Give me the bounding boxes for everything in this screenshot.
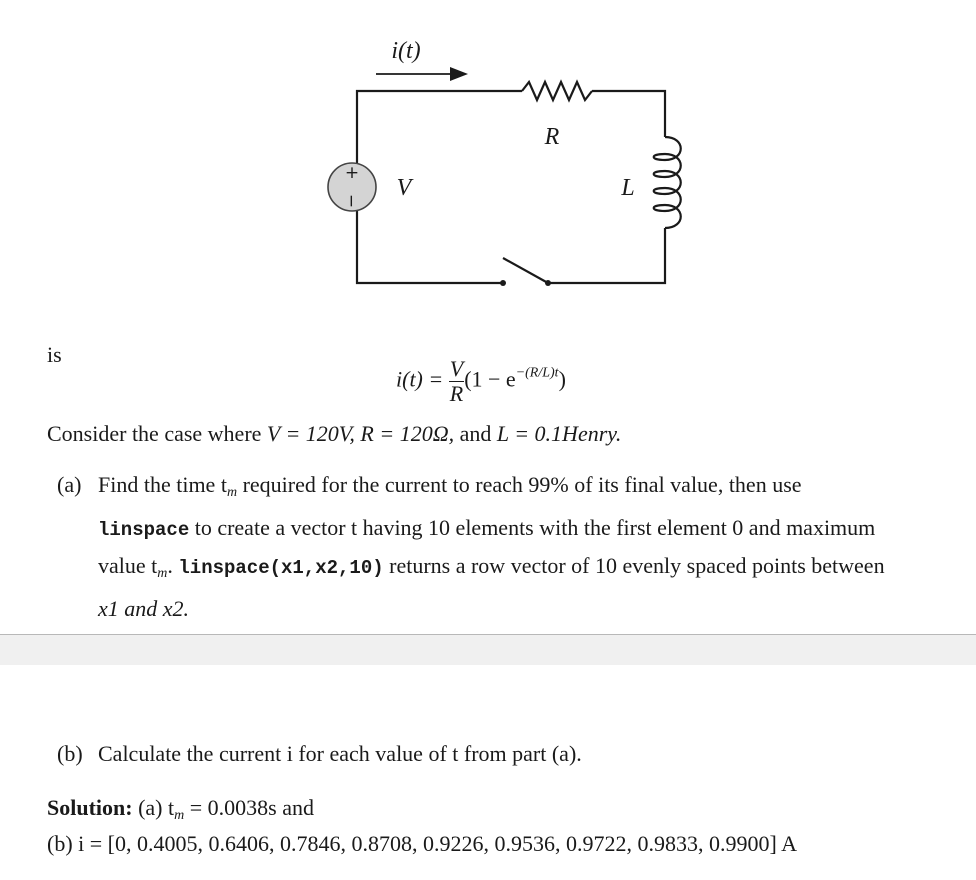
- part-a-line-1-rest: required for the current to reach 99% of its final value, then use: [237, 472, 802, 497]
- formula-exponent: −(R/L)t: [515, 365, 559, 381]
- solution-a-start: (a) t: [138, 795, 175, 820]
- left-wire-bottom: [357, 211, 503, 283]
- plus-sign: +: [344, 163, 360, 183]
- solution-line-b: (b) i = [0, 0.4005, 0.6406, 0.7846, 0.8708, 0.9226, 0.9536, 0.9722, 0.9833, 0.9900] A: [47, 831, 797, 856]
- current-formula: [396, 358, 566, 405]
- part-a-line-1: [98, 467, 970, 510]
- solution-label: Solution:: [47, 795, 133, 820]
- circuit-diagram: [0, 0, 976, 330]
- inductor-symbol: [654, 137, 681, 228]
- linspace-code: linspace: [98, 519, 190, 541]
- formula-numerator: V: [449, 356, 464, 381]
- intro-word: is: [47, 342, 62, 367]
- resistor-label: R: [544, 124, 560, 150]
- inductor-label: L: [621, 175, 635, 201]
- switch-contact-left: [500, 280, 506, 286]
- formula-fraction: [449, 358, 464, 405]
- source-label: V: [396, 175, 412, 201]
- part-a-line-3-start: value t: [98, 553, 158, 578]
- part-b-marker: (b): [57, 741, 83, 766]
- part-a-line-3: [98, 548, 970, 591]
- current-label: i(t): [391, 38, 421, 64]
- resistor-symbol: [522, 82, 592, 100]
- part-a-line-4: x1 and x2.: [98, 596, 190, 621]
- consider-statement: [47, 416, 621, 451]
- consider-values: V = 120V, R = 120Ω,: [266, 421, 455, 446]
- section-divider-band: [0, 635, 976, 665]
- minus-sign: −: [341, 193, 361, 209]
- part-a-line-1-start: Find the time t: [98, 472, 227, 497]
- consider-prefix: Consider the case where: [47, 421, 267, 446]
- part-a-marker: (a): [57, 472, 82, 497]
- formula-paren-close: ): [558, 366, 566, 392]
- top-wire-right: [592, 91, 665, 137]
- formula-denominator: R: [449, 381, 464, 406]
- formula-paren-open: (1 − e: [464, 366, 516, 392]
- part-b-text: Calculate the current i for each value of t from part (a).: [98, 741, 582, 766]
- top-wire-left: [357, 91, 522, 163]
- switch-contact-right: [545, 280, 551, 286]
- part-a-line-3-dot: .: [167, 553, 179, 578]
- right-wire-bottom: [548, 228, 665, 283]
- part-a-line-3-rest: returns a row vector of 10 evenly spaced points between: [383, 553, 885, 578]
- solution-a-rest: = 0.0038s and: [184, 795, 314, 820]
- consider-and: and: [454, 421, 497, 446]
- part-a-line-2: [98, 510, 970, 548]
- consider-inductance: L = 0.1Henry.: [496, 421, 622, 446]
- part-a-tm-sub-2: m: [157, 566, 168, 581]
- part-a-line-2-rest: to create a vector t having 10 elements with the first element 0 and maximum: [189, 515, 876, 540]
- solution-tm-sub: m: [174, 808, 185, 823]
- formula-lhs: i(t) =: [396, 366, 444, 392]
- part-a-text: [98, 467, 970, 626]
- part-a-tm-sub-1: m: [226, 485, 238, 500]
- linspace-call-code: linspace(x1,x2,10): [178, 557, 384, 579]
- switch-blade: [503, 258, 548, 283]
- current-arrow-head: [450, 67, 468, 81]
